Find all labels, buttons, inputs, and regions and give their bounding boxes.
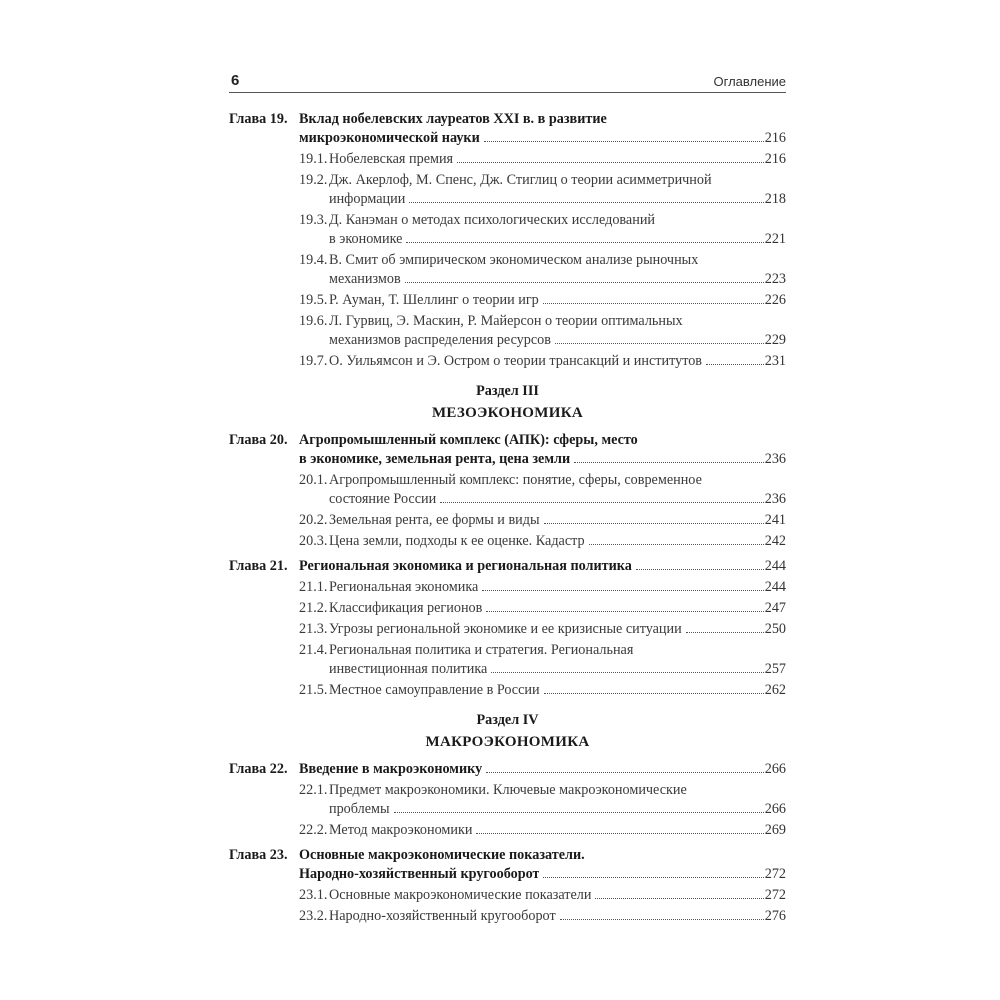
section-number: 20.3. — [299, 533, 328, 549]
chapter-title: Введение в макроэкономику — [299, 761, 483, 777]
leader-dots — [476, 833, 763, 834]
page-ref: 223 — [764, 271, 786, 287]
leader-dots — [409, 202, 763, 203]
section-title: Л. Гурвиц, Э. Маскин, Р. Майерсон о теории оптимальных — [329, 313, 683, 329]
section-title: Региональная экономика — [329, 579, 479, 595]
section-title: Метод макроэкономики — [329, 822, 473, 838]
leader-dots — [457, 162, 764, 163]
page-ref: 216 — [764, 151, 786, 167]
chapter-22 — [229, 760, 786, 840]
table-of-contents — [229, 110, 786, 926]
toc-entry[interactable] — [229, 781, 786, 800]
toc-entry[interactable] — [229, 312, 786, 331]
section-number: 22.1. — [299, 782, 328, 798]
page-ref: 244 — [764, 579, 786, 595]
leader-dots — [636, 569, 764, 570]
page-ref: 221 — [764, 231, 786, 247]
leader-dots — [560, 919, 764, 920]
section-title: Нобелевская премия — [329, 151, 454, 167]
section-number: 23.1. — [299, 887, 328, 903]
chapter-21 — [229, 557, 786, 700]
chapter-title: Региональная экономика и региональная политика — [299, 558, 632, 574]
toc-entry[interactable] — [229, 352, 786, 371]
page-ref: 229 — [764, 332, 786, 348]
leader-dots — [686, 632, 764, 633]
chapter-19 — [229, 110, 786, 371]
section-title: в экономике — [329, 231, 403, 247]
toc-entry[interactable] — [229, 532, 786, 551]
toc-entry[interactable] — [229, 171, 786, 190]
section-title: состояние России — [329, 491, 437, 507]
toc-entry[interactable] — [229, 291, 786, 310]
section-title: инвестиционная политика — [329, 661, 488, 677]
toc-entry[interactable] — [229, 599, 786, 618]
toc-entry[interactable] — [229, 660, 786, 679]
page-ref: 244 — [764, 558, 786, 574]
section-title: Предмет макроэкономики. Ключевые макроэкономические — [329, 782, 687, 798]
leader-dots — [406, 242, 763, 243]
page-ref: 272 — [764, 866, 786, 882]
chapter-20 — [229, 431, 786, 551]
section-title: Земельная рента, ее формы и виды — [329, 512, 540, 528]
leader-dots — [543, 303, 764, 304]
chapter-title-line[interactable] — [229, 431, 786, 450]
chapter-title-line[interactable] — [229, 557, 786, 576]
section-number: 21.5. — [299, 682, 328, 698]
chapter-title-line[interactable] — [229, 450, 786, 469]
leader-dots — [394, 812, 764, 813]
toc-entry[interactable] — [229, 490, 786, 509]
toc-entry[interactable] — [229, 270, 786, 289]
section-title: Региональная политика и стратегия. Региональная — [329, 642, 634, 658]
page-ref: 257 — [764, 661, 786, 677]
page-ref: 250 — [764, 621, 786, 637]
leader-dots — [544, 693, 764, 694]
part-heading — [229, 381, 786, 425]
chapter-label: Глава 23. — [229, 847, 288, 863]
section-number: 23.2. — [299, 908, 328, 924]
section-number: 19.5. — [299, 292, 328, 308]
section-title: Угрозы региональной экономике и ее кризисные ситуации — [329, 621, 682, 637]
chapter-label: Глава 20. — [229, 432, 288, 448]
page-ref: 236 — [764, 491, 786, 507]
toc-entry[interactable] — [229, 681, 786, 700]
chapter-title-line[interactable] — [229, 865, 786, 884]
leader-dots — [555, 343, 764, 344]
section-number: 20.1. — [299, 472, 328, 488]
leader-dots — [486, 611, 763, 612]
section-title: Дж. Акерлоф, М. Спенс, Дж. Стиглиц о теории асимметричной — [329, 172, 712, 188]
section-title: механизмов — [329, 271, 401, 287]
section-title: Р. Ауман, Т. Шеллинг о теории игр — [329, 292, 539, 308]
section-number: 21.2. — [299, 600, 328, 616]
toc-entry[interactable] — [229, 150, 786, 169]
page-ref: 272 — [764, 887, 786, 903]
leader-dots — [405, 282, 764, 283]
toc-entry[interactable] — [229, 251, 786, 270]
chapter-label: Глава 21. — [229, 558, 288, 574]
page-ref: 218 — [764, 191, 786, 207]
page-ref: 262 — [764, 682, 786, 698]
toc-entry[interactable] — [229, 471, 786, 490]
page-ref: 236 — [764, 451, 786, 467]
part-title: МЕЗОЭКОНОМИКА — [431, 405, 584, 421]
section-number: 22.2. — [299, 822, 328, 838]
leader-dots — [440, 502, 764, 503]
section-number: 20.2. — [299, 512, 328, 528]
toc-entry[interactable] — [229, 230, 786, 249]
page-header — [229, 70, 786, 93]
section-number: 19.6. — [299, 313, 328, 329]
running-title: Оглавление — [713, 74, 786, 89]
leader-dots — [484, 141, 764, 142]
section-title: Цена земли, подходы к ее оценке. Кадастр — [329, 533, 585, 549]
toc-entry[interactable] — [229, 190, 786, 209]
toc-page — [229, 70, 786, 926]
section-title: О. Уильямсон и Э. Остром о теории трансакций и институтов — [329, 353, 702, 369]
section-title: Д. Канэман о методах психологических исследований — [329, 212, 655, 228]
page-ref: 216 — [764, 130, 786, 146]
toc-entry[interactable] — [229, 511, 786, 530]
chapter-title-line[interactable] — [229, 846, 786, 865]
section-number: 21.3. — [299, 621, 328, 637]
part-title: МАКРОЭКОНОМИКА — [425, 734, 590, 750]
section-number: 21.1. — [299, 579, 328, 595]
section-title: В. Смит об эмпирическом экономическом анализе рыночных — [329, 252, 699, 268]
page-ref: 231 — [764, 353, 786, 369]
chapter-title-line[interactable] — [229, 110, 786, 129]
leader-dots — [486, 772, 764, 773]
toc-entry[interactable] — [229, 578, 786, 597]
toc-entry[interactable] — [229, 620, 786, 639]
page-ref: 226 — [764, 292, 786, 308]
chapter-title: Народно-хозяйственный кругооборот — [299, 866, 540, 882]
toc-entry[interactable] — [229, 211, 786, 230]
chapter-title: микроэкономической науки — [299, 130, 480, 146]
part-heading — [229, 710, 786, 754]
chapter-title: Вклад нобелевских лауреатов XXI в. в развитие — [299, 111, 607, 127]
section-number: 19.2. — [299, 172, 328, 188]
toc-entry[interactable] — [229, 641, 786, 660]
page-number: 6 — [231, 72, 240, 89]
section-title: Агропромышленный комплекс: понятие, сферы, современное — [329, 472, 702, 488]
page-ref: 266 — [764, 801, 786, 817]
chapter-title: в экономике, земельная рента, цена земли — [299, 451, 571, 467]
leader-dots — [544, 523, 764, 524]
toc-entry[interactable] — [229, 331, 786, 350]
section-title: механизмов распределения ресурсов — [329, 332, 551, 348]
leader-dots — [706, 364, 764, 365]
page-ref: 242 — [764, 533, 786, 549]
section-title: Местное самоуправление в России — [329, 682, 540, 698]
section-title: Основные макроэкономические показатели — [329, 887, 592, 903]
chapter-23 — [229, 846, 786, 926]
section-title: Классификация регионов — [329, 600, 483, 616]
part-label: Раздел III — [476, 383, 539, 399]
toc-entry[interactable] — [229, 907, 786, 926]
section-title: информации — [329, 191, 406, 207]
page-ref: 247 — [764, 600, 786, 616]
section-number: 19.4. — [299, 252, 328, 268]
leader-dots — [574, 462, 764, 463]
page-ref: 276 — [764, 908, 786, 924]
leader-dots — [543, 877, 763, 878]
chapter-label: Глава 19. — [229, 111, 288, 127]
section-title: проблемы — [329, 801, 390, 817]
section-title: Народно-хозяйственный кругооборот — [329, 908, 556, 924]
section-number: 19.3. — [299, 212, 328, 228]
toc-entry[interactable] — [229, 800, 786, 819]
toc-entry[interactable] — [229, 821, 786, 840]
leader-dots — [482, 590, 763, 591]
chapter-title: Основные макроэкономические показатели. — [299, 847, 585, 863]
section-number: 19.7. — [299, 353, 328, 369]
chapter-title: Агропромышленный комплекс (АПК): сферы, место — [299, 432, 638, 448]
page-ref: 266 — [764, 761, 786, 777]
part-label: Раздел IV — [476, 712, 539, 728]
leader-dots — [589, 544, 764, 545]
chapter-title-line[interactable] — [229, 129, 786, 148]
section-number: 19.1. — [299, 151, 328, 167]
leader-dots — [595, 898, 763, 899]
section-number: 21.4. — [299, 642, 328, 658]
leader-dots — [491, 672, 763, 673]
chapter-title-line[interactable] — [229, 760, 786, 779]
page-ref: 269 — [764, 822, 786, 838]
chapter-label: Глава 22. — [229, 761, 288, 777]
toc-entry[interactable] — [229, 886, 786, 905]
page-ref: 241 — [764, 512, 786, 528]
